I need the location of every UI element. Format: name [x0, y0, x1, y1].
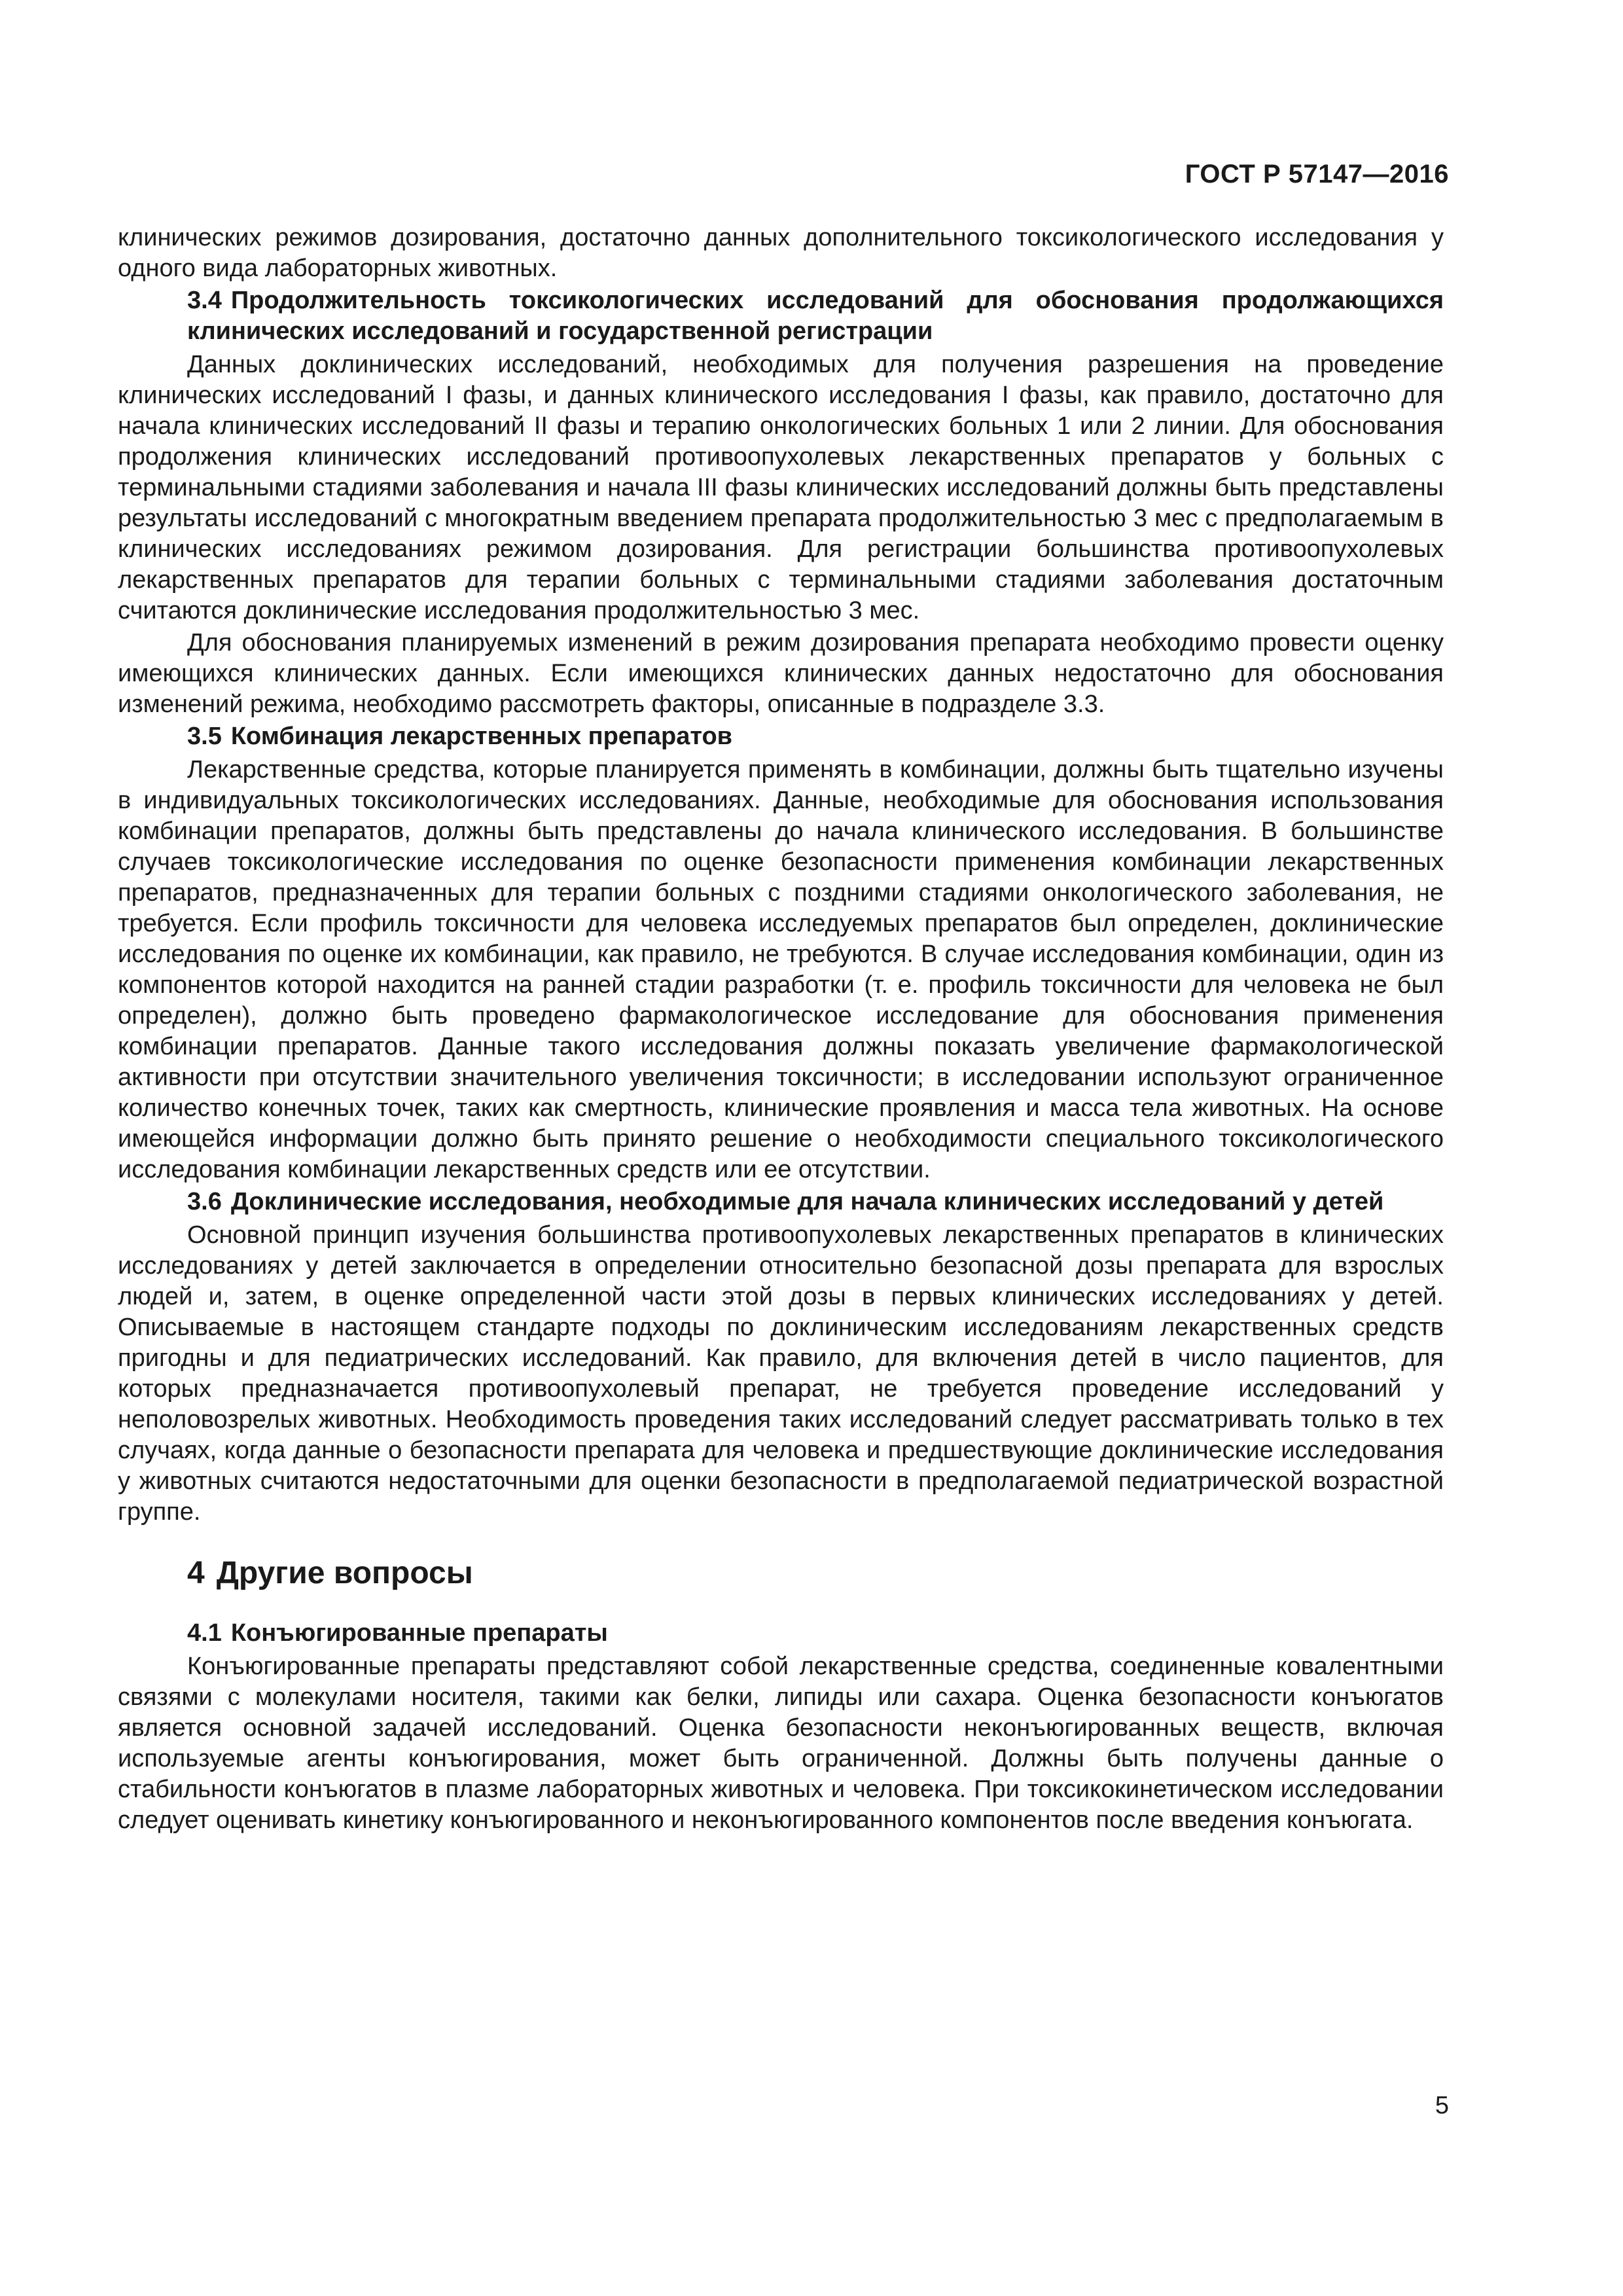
section-number: 4 — [187, 1556, 205, 1590]
section-4-1-paragraph-1: Конъюгированные препараты представляют собой лекарственные средства, соединенные ковалентными связями с молекулами носителя, такими как белки, липиды или сахара. Оценка безопасности конъюгатов является основной задачей исследований. Оценка безопасности неконъюгированных веществ, включая используемые агенты конъюгирования, может быть ограниченной. Должны быть получены данные о стабильности конъюгатов в плазме лабораторных животных и человека. При токсикокинетическом исследовании следует оценивать кинетику конъюгированного и неконъюгированного компонентов после введения конъюгата. — [118, 1653, 1444, 1834]
section-3-6-heading — [118, 1187, 1444, 1217]
section-3-4-paragraph-2: Для обоснования планируемых изменений в режим дозирования препарата необходимо провести оценку имеющихся клинических данных. Если имеющихся клинических данных недостаточно для обоснования изменений режима, необходимо рассмотреть факторы, описанные в подразделе 3.3. — [118, 629, 1444, 718]
section-title: Доклинические исследования, необходимые для начала клинических исследований у детей — [230, 1188, 1384, 1215]
document-code-header: ГОСТ Р 57147—2016 — [1185, 160, 1449, 188]
section-title: Другие вопросы — [216, 1556, 473, 1590]
section-number: 4.1 — [187, 1619, 222, 1647]
section-3-4-heading — [118, 285, 1444, 347]
section-3-5-paragraph-1: Лекарственные средства, которые планируется применять в комбинации, должны быть тщательно изучены в индивидуальных токсикологических исследованиях. Данные, необходимые для обоснования использования комбинации препаратов, должны быть представлены до начала клинического исследования. В большинстве случаев токсикологические исследования по оценке безопасности применения комбинации лекарственных препаратов, предназначенных для терапии больных с поздними стадиями онкологического заболевания, не требуется. Если профиль токсичности для человека исследуемых препаратов был определен, доклинические исследования по оценке их комбинации, как правило, не требуются. В случае исследования комбинации, один из компонентов которой находится на ранней стадии разработки (т. е. профиль токсичности для человека не был определен), должно быть проведено фармакологическое исследование для обоснования применения комбинации препаратов. Данные такого исследования должны показать увеличение фармакологической активности при отсутствии значительного увеличения токсичности; в исследовании используют ограниченное количество конечных точек, таких как смертность, клинические проявления и масса тела животных. На основе имеющейся информации должно быть принято решение о необходимости специального токсикологического исследования комбинации лекарственных средств или ее отсутствии. — [118, 756, 1444, 1183]
section-number: 3.6 — [187, 1188, 222, 1215]
section-3-6-paragraph-1: Основной принцип изучения большинства противоопухолевых лекарственных препаратов в клинических исследованиях у детей заключается в определении относительно безопасной дозы препарата для взрослых людей и, затем, в оценке определенной части этой дозы в первых клинических исследованиях у детей. Описываемые в настоящем стандарте подходы по доклиническим исследованиям лекарственных средств пригодны и для педиатрических исследований. Как правило, для включения детей в число пациентов, для которых предназначается противоопухолевый препарат, не требуется проведение исследований у неполовозрелых животных. Необходимость проведения таких исследований следует рассматривать только в тех случаях, когда данные о безопасности препарата для человека и предшествующие доклинические исследования у животных считаются недостаточными для оценки безопасности в предполагаемой педиатрической возрастной группе. — [118, 1221, 1444, 1526]
section-4-heading — [118, 1555, 1444, 1592]
section-title: Конъюгированные препараты — [230, 1619, 608, 1647]
section-number: 3.5 — [187, 723, 222, 750]
section-number: 3.4 — [187, 287, 222, 314]
page-body — [118, 223, 1444, 1837]
section-4-1-heading — [118, 1618, 1444, 1649]
page-number: 5 — [1435, 2092, 1449, 2119]
continued-paragraph: клинических режимов дозирования, достаточно данных дополнительного токсикологического исследования у одного вида лабораторных животных. — [118, 224, 1444, 282]
section-title: Комбинация лекарственных препаратов — [230, 723, 733, 750]
section-3-4-paragraph-1: Данных доклинических исследований, необходимых для получения разрешения на проведение клинических исследований I фазы, и данных клинического исследования I фазы, как правило, достаточно для начала клинических исследований II фазы и терапию онкологических больных 1 или 2 линии. Для обоснования продолжения клинических исследований противоопухолевых лекарственных препаратов у больных с терминальными стадиями заболевания и начала III фазы клинических исследований должны быть представлены результаты исследований с многократным введением препарата продолжительностью 3 мес с предполагаемым в клинических исследованиях режимом дозирования. Для регистрации большинства противоопухолевых лекарственных препаратов для терапии больных с терминальными стадиями заболевания достаточным считаются доклинические исследования продолжительностью 3 мес. — [118, 351, 1444, 624]
section-title: Продолжительность токсикологических исследований для обоснования продолжающихся клинических исследований и государственной регистрации — [187, 287, 1444, 345]
section-3-5-heading — [118, 721, 1444, 752]
